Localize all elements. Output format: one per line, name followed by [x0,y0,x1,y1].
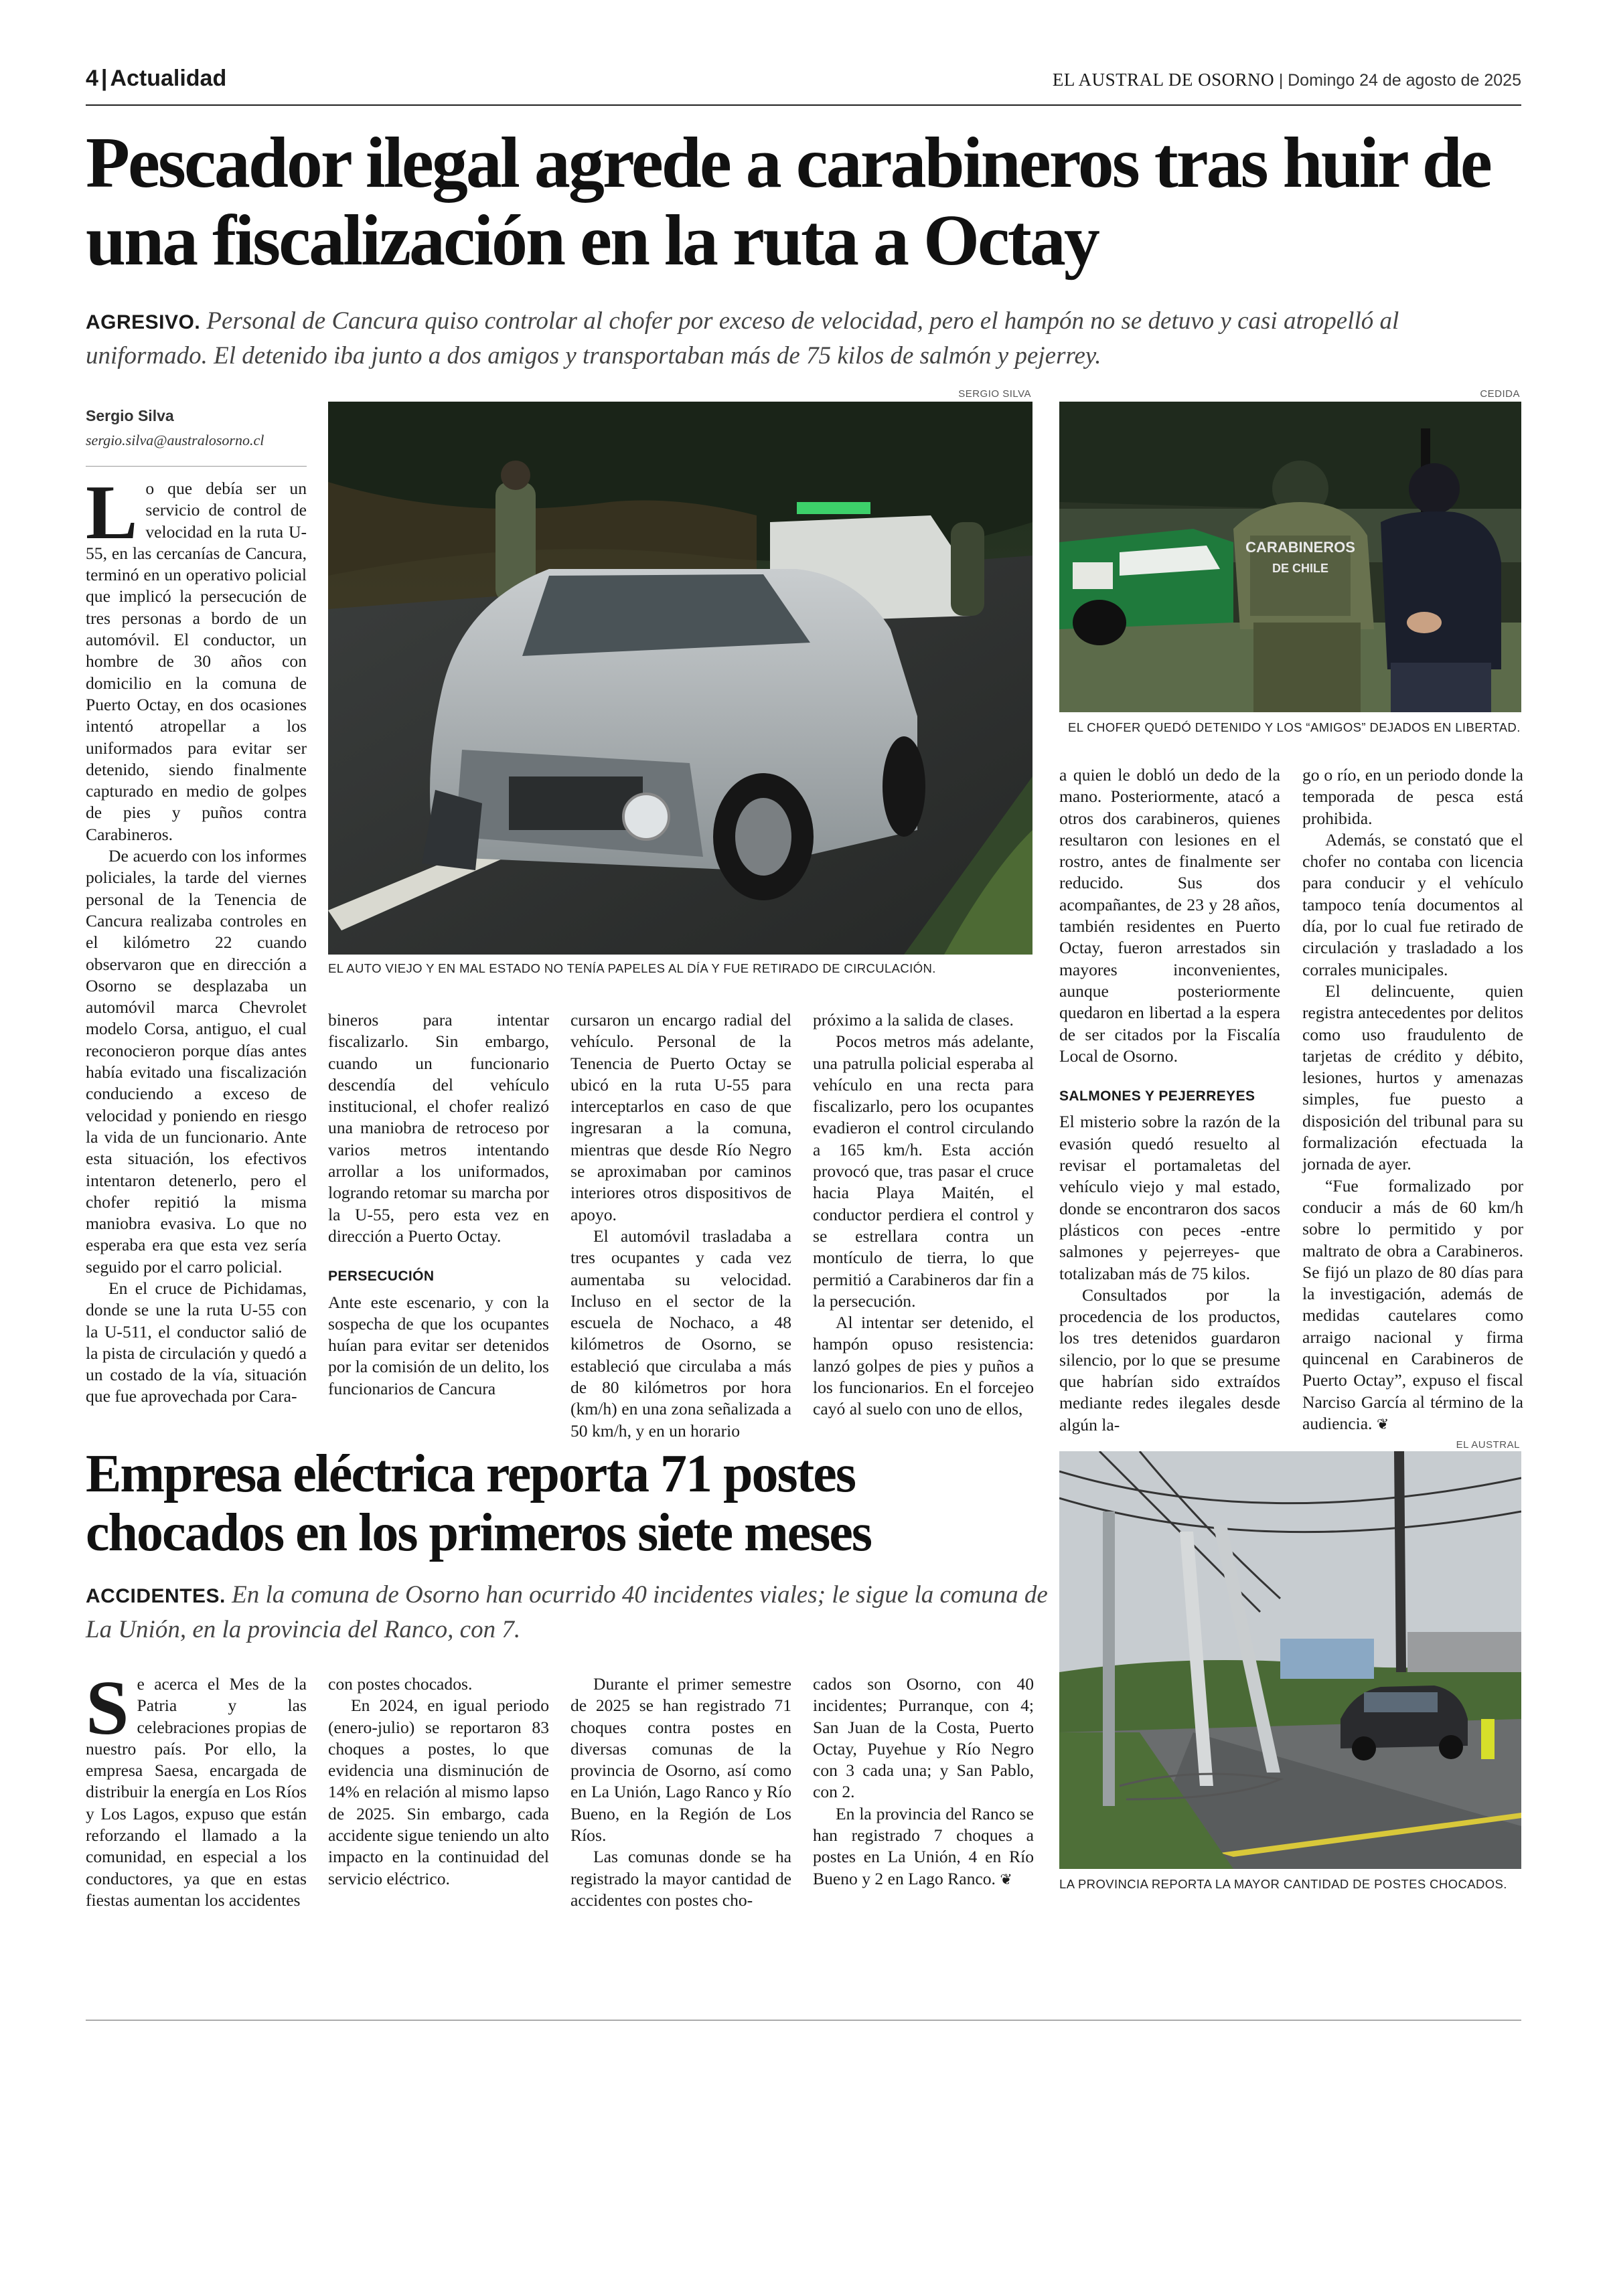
paragraph: El misterio sobre la razón de la evasión quedó resuelto al revisar el portamaletas del vehículo viejo y mal estado, donde se encontraron dos sacos plásticos con peces -entre salmones y pejerreyes- que totalizaban más de 75 kilos. [1059,1112,1280,1283]
paragraph: próximo a la salida de clases. [813,1010,1014,1030]
photo-arrest [1059,402,1521,712]
paragraph [813,1803,1034,1891]
byline [86,407,307,449]
vest-text-2: DE CHILE [1272,562,1329,575]
paragraph: Durante el primer semestre de 2025 se han registrado 71 choques contra postes en diversas comunas de la provincia de Osorno, así como en La Unión, Lago Ranco y Río Bueno, en la Región de Los Ríos. [570,1674,791,1846]
paragraph: En 2024, en igual periodo (enero-julio) se reportaron 83 choques a postes, lo que evidencia una disminución de 14% en relación al mismo lapso de 2025. Sin embargo, cada accidente sigue teniendo un alto impacto en la continuidad del servicio eléctrico. [328,1696,549,1888]
paragraph: con postes chocados. [328,1674,473,1694]
paragraph: o que debía ser un servicio de control de velocidad en la ruta U-55, en las cercanías de Cancura, terminó en un operativo policial que implicó la persecución de tres personas a bordo de un automóvil. El conductor, un hombre de 30 años con domicilio en la comuna de Puerto Octay, en dos ocasiones intentó atropellar a los uniformados para evitar ser detenido, siendo finalmente capturado en medio de golpes de pies y puños contra Carabineros. [86,479,307,844]
article-column-1 [86,470,307,1408]
paragraph: cursaron un encargo radial del vehículo. Personal de la Tenencia de Puerto Octay se ubicó en la ruta U-55 para interceptarlos en caso de que ingresaran a la comuna, mientras que desde Río Negro se aproximaban por caminos interiores otros dispositivos de apoyo. [570,1010,791,1224]
paragraph: Al intentar ser detenido, el hampón opuso resistencia: lanzó golpes de pies y puños a los funcionarios. En el forcejeo cayó al suelo con uno de ellos, [813,1313,1034,1419]
article-column-5 [1059,764,1280,1434]
subheading: PERSECUCIÓN [328,1268,435,1285]
author-name: Sergio Silva [86,407,174,424]
paragraph: Además, se constató que el chofer no contaba con licencia para conducir y el vehículo tampoco tenía documentos al día, por lo cual fue retirado de circulación y trasladado a los corrales municipales. [1302,829,1523,979]
author-email[interactable]: sergio.silva@australosorno.cl [86,432,264,448]
article-column-4 [813,1009,1034,1419]
drop-cap: S [86,1665,129,1751]
drop-cap: L [86,470,138,556]
photo-caption: LA PROVINCIA REPORTA LA MAYOR CANTIDAD DE POSTES CHOCADOS. [1059,1877,1507,1891]
article-column-2 [328,1009,549,1411]
photo-crashed-pole [1059,1451,1521,1869]
photo-credit: SERGIO SILVA [958,388,1031,400]
end-of-article-icon: ❦ [1376,1416,1389,1433]
photo-caption: EL CHOFER QUEDÓ DETENIDO Y LOS “AMIGOS” DEJADOS EN LIBERTAD. [1068,720,1521,734]
paragraph [1302,1175,1523,1437]
subheading: SALMONES Y PEJERREYES [1059,1088,1255,1104]
photo-caption: EL AUTO VIEJO Y EN MAL ESTADO NO TENÍA PAPELES AL DÍA Y FUE RETIRADO DE CIRCULACIÓN. [328,961,936,975]
paragraph-text: En la provincia del Ranco se han registrado 7 choques a postes en La Unión, 4 en Río Bueno y 2 en Lago Ranco. [813,1803,1034,1888]
kicker: AGRESIVO. [86,311,201,333]
paragraph: go o río, en un periodo donde la temporada de pesca está prohibida. [1302,765,1523,828]
dek-text: En la comuna de Osorno han ocurrido 40 incidentes viales; le sigue la comuna de La Unión, en la provincia del Ranco, con 7. [86,1581,1048,1643]
section-name: Actualidad [110,66,227,91]
article-column-1 [86,1665,307,1914]
paragraph: El automóvil trasladaba a tres ocupantes y cada vez aumentaba su velocidad. Incluso en el sector de la escuela de Nochaco, a 48 kilómetros de Osorno, se estableció que circulaba a más de 80 kilómetros por hora (km/h) en una zona señalizada a 50 km/h, y en un horario [570,1226,791,1441]
photo-credit: EL AUSTRAL [1456,1439,1520,1451]
article-column-3 [570,1673,791,1914]
article-column-4 [813,1673,1034,1914]
paragraph: Ante este escenario, y con la sospecha de que los ocupantes huían para evitar ser detenidos por la comisión de un delito, los funcionarios de Cancura [328,1292,549,1398]
headline: Empresa eléctrica reporta 71 postes chocados en los primeros siete meses [86,1445,871,1562]
kicker: ACCIDENTES. [86,1585,226,1607]
masthead-info: EL AUSTRAL DE OSORNO | Domingo 24 de agosto de 2025 [1052,70,1521,90]
dek [86,1578,1050,1647]
paragraph: De acuerdo con los informes policiales, la tarde del viernes personal de la Tenencia de Cancura realizaba controles en el kilómetro 22 cuando observaron que en dirección a Osorno se desplazaba un automóvil marca Chevrolet modelo Corsa, antiguo, el cual reconocieron porque días antes había evitado una fiscalización conduciendo a exceso de velocidad y poniendo en riesgo la vida de un funcionario. Ante esta situación, los efectivos intentaron detenerlo, pero el chofer repitió la misma maniobra evasiva. Lo que no esperaba era que esta vez sería seguido por el carro policial. [86,846,307,1277]
paragraph: Consultados por la procedencia de los productos, los tres detenidos guardaron silencio, por lo que se presume que habrían sido extraídos mediante redes ilegales desde algún la- [1059,1285,1280,1434]
paragraph: Las comunas donde se ha registrado la mayor cantidad de accidentes con postes cho- [570,1847,791,1910]
page-number: 4 [86,66,98,91]
photo-damaged-car [328,402,1032,955]
paragraph: En el cruce de Pichidamas, donde se une la ruta U-55 con la U-511, el conductor salió de la pista de circulación y quedó a un costado de la vía, situación que fue aprovechada por Cara- [86,1278,307,1406]
byline-divider [86,466,307,467]
end-of-article-icon: ❦ [1000,1871,1012,1888]
page-section-header: 4 | Actualidad [86,66,227,91]
dek [86,305,1525,373]
photo-credit: CEDIDA [1480,388,1520,400]
vest-text: CARABINEROS [1245,539,1355,556]
article-column-2 [328,1673,549,1914]
newspaper-name: EL AUSTRAL DE OSORNO [1052,70,1275,90]
issue-date: Domingo 24 de agosto de 2025 [1288,71,1521,90]
dek-text: Personal de Cancura quiso controlar al chofer por exceso de velocidad, pero el hampón no se detuvo y casi atropelló al uniformado. El detenido iba junto a dos amigos y transportaban más de 75 kilos de salmón y pejerrey. [86,307,1399,370]
article-column-3 [570,1009,791,1441]
article-column-6 [1302,764,1523,1433]
headline: Pescador ilegal agrede a carabineros tras huir de una fiscalización en la ruta a Octay [86,123,1490,280]
paragraph: e acerca el Mes de la Patria y las celebraciones propias de nuestro país. Por ello, la empresa Saesa, encargada de distribuir la energía en Los Ríos y Los Lagos, expuso que están reforzando el llamado a la comunidad, en especial a los conductores, ya que en estas fiestas aumentan los accidentes [86,1674,307,1910]
paragraph: a quien le dobló un dedo de la mano. Posteriormente, atacó a otros dos carabineros, quienes resultaron con lesiones en el rostro, antes de finalmente ser reducido. Sus dos acompañantes, de 23 y 28 años, también residentes en Puerto Octay, fueron arrestados sin mayores inconvenientes, aunque posteriormente quedaron en libertad a la espera de ser citados por la Fiscalía Local de Osorno. [1059,765,1280,1066]
footer-divider [86,2020,1521,2021]
paragraph: El delincuente, quien registra antecedentes por delitos como uso fraudulento de tarjetas de crédito y débito, lesiones, hurtos y amenazas simples, fue puesto a disposición del tribunal para su formalización efectuada la jornada de ayer. [1302,981,1523,1174]
paragraph: bineros para intentar fiscalizarlo. Sin embargo, cuando un funcionario descendía del vehículo institucional, el chofer realizó una maniobra de retroceso por varios metros intentando arrollar a los uniformados, logrando retomar su marcha por la U-55, pero esta vez en dirección a Puerto Octay. [328,1010,549,1246]
paragraph: Pocos metros más adelante, una patrulla policial esperaba al vehículo en una recta para fiscalizarlo, pero los ocupantes evadieron el control circulando a 165 km/h. Esta acción provocó que, tras pasar el cruce hacia Playa Maitén, el conductor perdiera el control y se estrellara contra un montículo de tierra, lo que permitió a Carabineros dar fin a la persecución. [813,1032,1034,1311]
paragraph: cados son Osorno, con 40 incidentes; Purranque, con 4; San Juan de la Costa, Puerto Octay, Puyehue y Río Negro con 3 cada una; y San Pablo, con 2. [813,1674,1034,1802]
paragraph-text: “Fue formalizado por conducir a más de 60 km/h sobre lo permitido y por maltrato de obra a Carabineros. Se fijó un plazo de 80 días para la investigación, además de medidas cautelares como arraigo nacional y firma quincenal en Carabineros de Puerto Octay”, expuso el fiscal Narciso García al término de la audiencia. [1302,1175,1523,1433]
header-divider [86,104,1521,106]
